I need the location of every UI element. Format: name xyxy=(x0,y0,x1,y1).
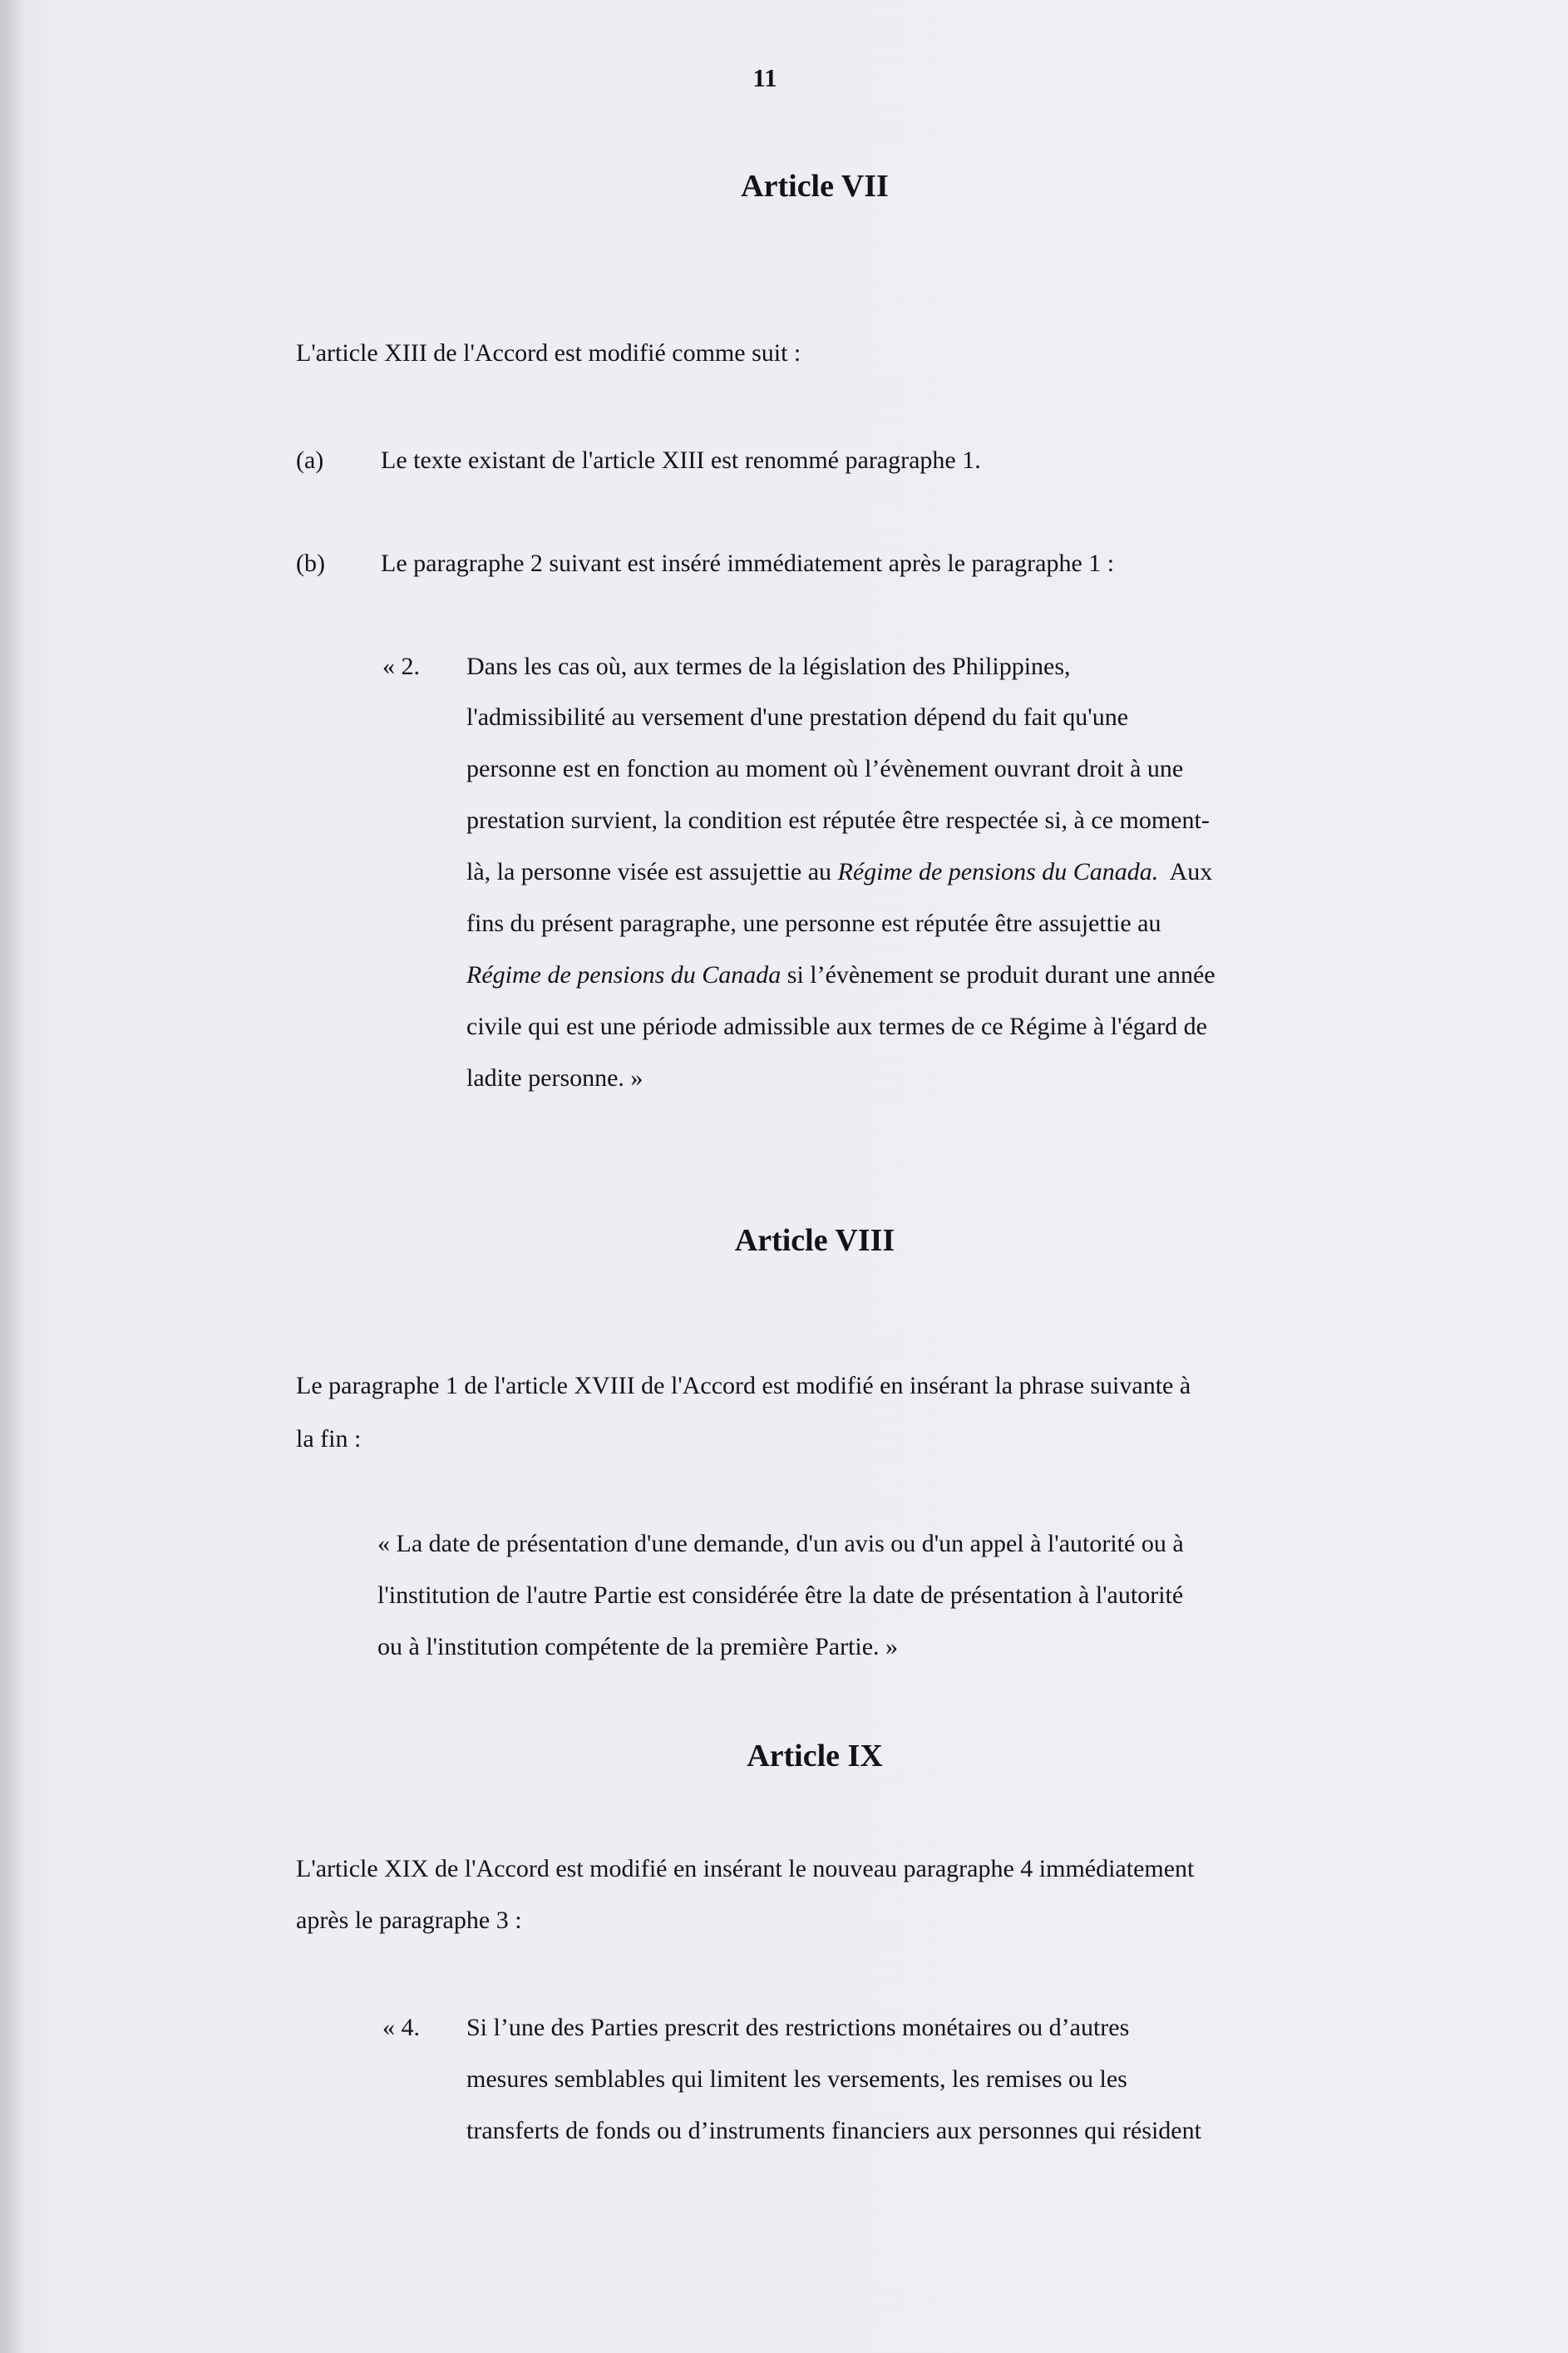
quote-4-line: mesures semblables qui limitent les versements, les remises ou les xyxy=(466,2065,1127,2093)
quote-2-line: personne est en fonction au moment où l’évènement ouvrant droit à une xyxy=(466,755,1184,782)
item-b-label: (b) xyxy=(296,550,325,577)
quote-2-line: ladite personne. » xyxy=(466,1064,643,1092)
page-number: 11 xyxy=(752,63,777,92)
quote-4-line: transferts de fonds ou d’instruments financiers aux personnes qui résident xyxy=(466,2117,1201,2144)
article-vii-heading: Article VII xyxy=(741,169,889,204)
article-viii-intro-line: Le paragraphe 1 de l'article XVIII de l'Accord est modifié en insérant la phrase suivante à xyxy=(296,1372,1191,1399)
article-viii-quote-line: ou à l'institution compétente de la première Partie. » xyxy=(377,1633,899,1660)
article-ix-intro-line: après le paragraphe 3 : xyxy=(296,1907,522,1934)
quote-2-line: fins du présent paragraphe, une personne est réputée être assujettie au xyxy=(466,910,1161,937)
article-viii-quote-line: l'institution de l'autre Partie est considérée être la date de présentation à l'autorité xyxy=(377,1581,1184,1609)
article-viii-intro-line: la fin : xyxy=(296,1425,362,1453)
quote-2-line: civile qui est une période admissible aux termes de ce Régime à l'égard de xyxy=(466,1013,1207,1040)
article-ix-intro-line: L'article XIX de l'Accord est modifié en insérant le nouveau paragraphe 4 immédiatement xyxy=(296,1855,1195,1882)
article-viii-quote-line: « La date de présentation d'une demande, d'un avis ou d'un appel à l'autorité ou à xyxy=(377,1530,1184,1557)
quote-2-line: l'admissibilité au versement d'une prestation dépend du fait qu'une xyxy=(466,703,1129,731)
article-viii-heading: Article VIII xyxy=(734,1223,895,1258)
article-vii-intro: L'article XIII de l'Accord est modifié comme suit : xyxy=(296,339,801,367)
item-a-label: (a) xyxy=(296,446,324,474)
article-ix-heading: Article IX xyxy=(747,1739,883,1773)
quote-2-line: Dans les cas où, aux termes de la législation des Philippines, xyxy=(466,653,1071,680)
quote-2-line: là, la personne visée est assujettie au Régime de pensions du Canada. Aux xyxy=(466,858,1213,885)
quote-4-line: Si l’une des Parties prescrit des restrictions monétaires ou d’autres xyxy=(466,2014,1130,2041)
regime-italic: Régime de pensions du Canada. xyxy=(837,858,1159,885)
quote-4-number: « 4. xyxy=(382,2014,420,2041)
item-a-text: Le texte existant de l'article XIII est renommé paragraphe 1. xyxy=(381,446,981,474)
quote-2-line: Régime de pensions du Canada si l’évènement se produit durant une année xyxy=(466,961,1215,989)
regime-italic: Régime de pensions du Canada xyxy=(466,961,782,989)
quote-2-line: prestation survient, la condition est réputée être respectée si, à ce moment- xyxy=(466,807,1210,834)
quote-2-number: « 2. xyxy=(382,653,420,680)
item-b-text: Le paragraphe 2 suivant est inséré immédiatement après le paragraphe 1 : xyxy=(381,550,1115,577)
